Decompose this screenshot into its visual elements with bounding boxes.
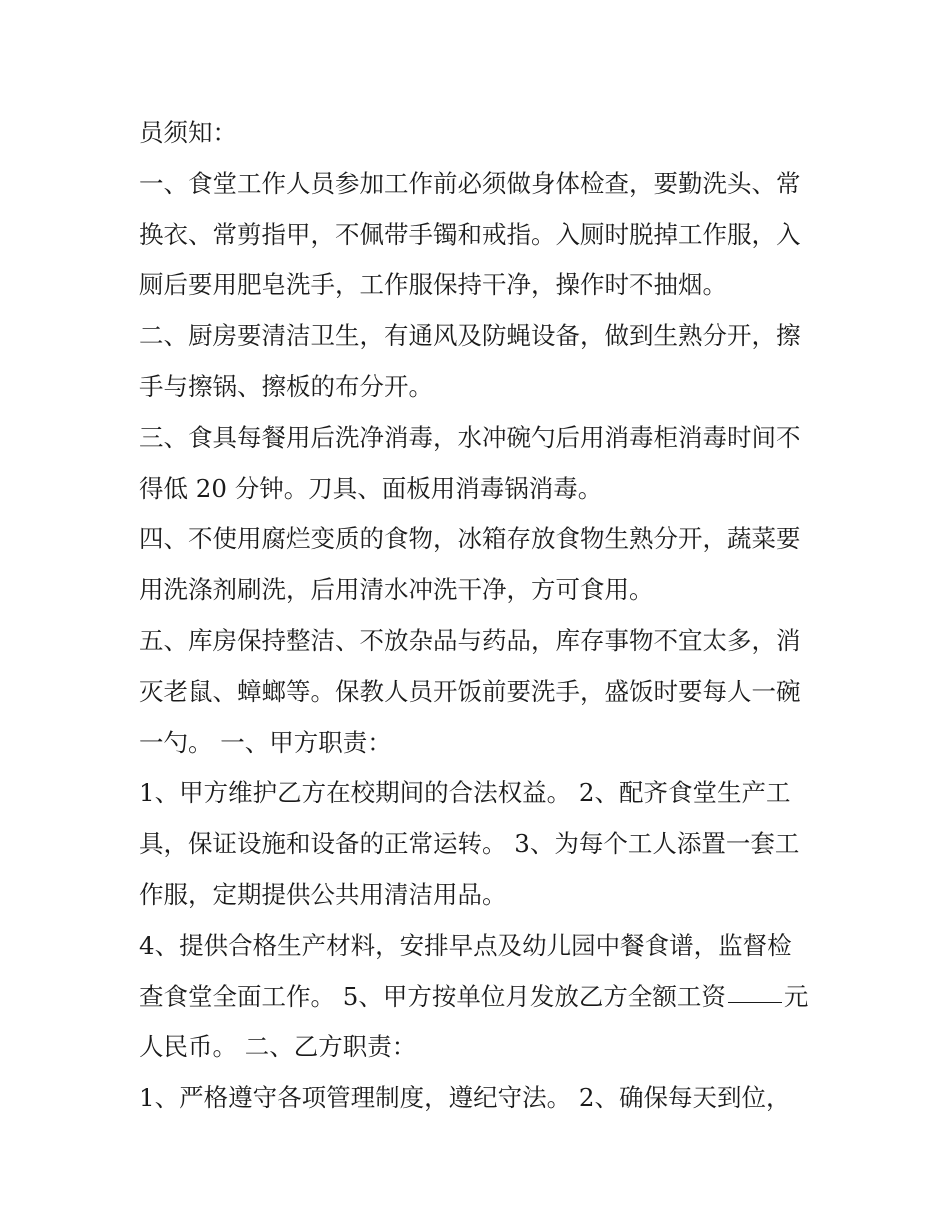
salary-blank-field — [728, 1001, 782, 1003]
text-line: 一勺。 一、甲方职责： — [139, 727, 392, 757]
text-line: 1、甲方维护乙方在校期间的合法权益。 2、配齐食堂生产工 — [139, 778, 791, 808]
text-line: 换衣、常剪指甲，不佩带手镯和戒指。入厕时脱掉工作服，入 — [139, 219, 801, 249]
text-line: 四、不使用腐烂变质的食物，冰箱存放食物生熟分开，蔬菜要 — [139, 524, 801, 554]
text-line: 手与擦锅、擦板的布分开。 — [139, 371, 433, 401]
text-line: 作服，定期提供公共用清洁用品。 — [139, 879, 507, 909]
text-line: 员须知： — [139, 118, 237, 147]
text-line: 灭老鼠、蟑螂等。保教人员开饭前要洗手，盛饭时要每人一碗 — [139, 676, 801, 706]
text-line: 一、食堂工作人员参加工作前必须做身体检查，要勤洗头、常 — [139, 168, 801, 198]
text-line: 人民币。 二、乙方职责： — [139, 1032, 417, 1062]
text-line: 二、厨房要清洁卫生，有通风及防蝇设备，做到生熟分开，擦 — [139, 321, 801, 351]
text-line: 4、提供合格生产材料，安排早点及幼儿园中餐食谱，监督检 — [139, 930, 792, 960]
salary-line-unit: 元 — [783, 981, 809, 1011]
salary-line-text: 查食堂全面工作。 5、甲方按单位月发放乙方全额工资 — [139, 981, 726, 1011]
text-line: 五、库房保持整洁、不放杂品与药品，库存事物不宜太多，消 — [139, 625, 801, 655]
text-line: 三、食具每餐用后洗净消毒，水冲碗勺后用消毒柜消毒时间不 — [139, 422, 801, 452]
text-line: 用洗涤剂刷洗，后用清水冲洗干净，方可食用。 — [139, 575, 654, 605]
text-line: 具，保证设施和设备的正常运转。 3、为每个工人添置一套工 — [139, 829, 800, 859]
text-line: 厕后要用肥皂洗手，工作服保持干净，操作时不抽烟。 — [139, 270, 727, 300]
text-line: 得低 20 分钟。刀具、面板用消毒锅消毒。 — [139, 473, 603, 503]
document-body — [139, 108, 819, 1124]
text-line: 1、严格遵守各项管理制度，遵纪守法。 2、确保每天到位， — [139, 1083, 791, 1113]
salary-line — [139, 972, 819, 1023]
